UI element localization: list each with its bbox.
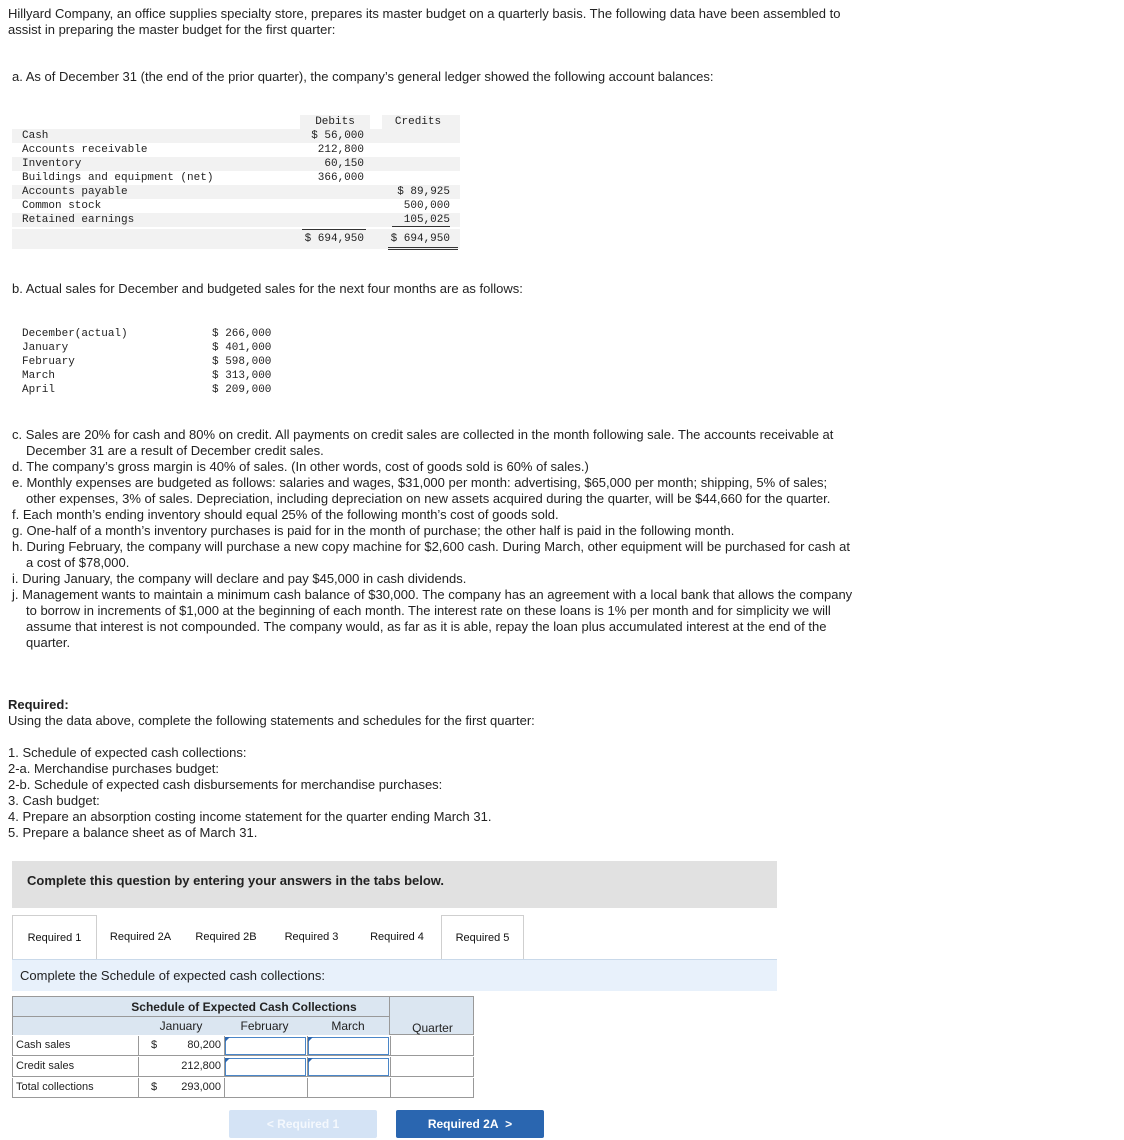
assumption-c: c. Sales are 20% for cash and 80% on credit. All payments on credit sales are collected in the month following sale. The accounts receivable at December 31 are a result of December credit sales. [12,427,834,458]
col-february: February [240,1019,289,1033]
tab-required-4[interactable]: Required 4 [370,931,424,943]
dollar-sign: $ [151,1081,158,1093]
tab-required-1[interactable]: Required 1 [12,915,97,959]
sales-row [12,341,282,355]
ledger-total-debit: $ 694,950 [304,233,364,245]
ledger-row [12,171,460,185]
prev-button-label: Required 1 [277,1117,340,1131]
ledger-credit: $ 89,925 [397,186,450,198]
tab-required-5[interactable]: Required 5 [441,915,524,959]
sales-row [12,355,282,369]
required-item: 2-b. Schedule of expected cash disbursements for merchandise purchases: [8,777,443,792]
ledger-debit: 60,150 [324,158,364,170]
instruction-strip [12,959,777,991]
assumption-i: i. During January, the company will declare and pay $45,000 in cash dividends. [12,571,467,586]
ledger-debit: 212,800 [317,144,364,156]
instruction-text: Complete the Schedule of expected cash collections: [20,968,325,983]
required-list [8,745,491,841]
assumption-g: g. One-half of a month’s inventory purchases is paid for in the month of purchase; the other half is paid in the following month. [12,523,735,538]
sales-value: $ 313,000 [212,370,272,382]
section-a-text: a. As of December 31 (the end of the prior quarter), the company’s general ledger showed the following account balances: [12,69,714,84]
sales-value: $ 598,000 [212,356,272,368]
ledger-row [12,213,460,227]
next-button-label: Required 2A [427,1117,499,1131]
col-quarter-header [389,996,474,1035]
col-quarter: Quarter [412,1021,453,1035]
ledger-row [12,199,460,213]
assumption-d: d. The company’s gross margin is 40% of sales. (In other words, cost of goods sold is 60% of sales.) [12,459,589,474]
ledger-account: Common stock [22,200,102,212]
tab-required-2b[interactable]: Required 2B [195,931,257,943]
january-value: 80,200 [187,1039,221,1051]
ledger-credit: 500,000 [403,200,450,212]
sales-row [12,327,282,341]
ledger-row [12,185,460,199]
chevron-right-icon: > [498,1117,513,1131]
required-item: 5. Prepare a balance sheet as of March 31. [8,825,258,840]
february-cash-sales-input[interactable] [225,1037,306,1055]
row-label: Credit sales [16,1060,75,1072]
ledger-account: Accounts payable [22,186,128,198]
ledger-row [12,143,460,157]
next-button[interactable] [396,1110,544,1138]
intro-paragraph: Hillyard Company, an office supplies specialty store, prepares its master budget on a quarterly basis. The following data have been assembled to assist in preparing the master budget for the first quarter: [8,6,841,37]
col-january: January [159,1019,203,1033]
sales-value: $ 401,000 [212,342,272,354]
ledger-account: Accounts receivable [22,144,148,156]
ledger-table [12,115,460,249]
tab-required-3[interactable]: Required 3 [284,931,339,943]
ledger-account: Retained earnings [22,214,135,226]
dollar-sign: $ [151,1039,158,1051]
sales-month: January [22,342,69,354]
instruction-banner [12,861,777,908]
sales-table [12,327,282,397]
ledger-header [12,115,460,129]
banner-text: Complete this question by entering your answers in the tabs below. [27,873,445,888]
sales-value: $ 209,000 [212,384,272,396]
table-row [12,1057,474,1077]
table-row [12,1078,474,1098]
ledger-row [12,129,460,143]
ledger-account: Cash [22,130,49,142]
sales-row [12,383,282,397]
sales-month: December(actual) [22,328,128,340]
sales-month: February [22,356,75,368]
required-item: 2-a. Merchandise purchases budget: [8,761,220,776]
ledger-debit: $ 56,000 [311,130,364,142]
march-cash-sales-input[interactable] [308,1037,389,1055]
sales-month: March [22,370,56,382]
row-label: Total collections [16,1081,94,1093]
credits-header: Credits [394,116,442,128]
ledger-total-row [12,229,460,249]
february-credit-sales-input[interactable] [225,1058,306,1076]
sales-row [12,369,282,383]
section-b-text: b. Actual sales for December and budgeted sales for the next four months are as follows: [12,281,523,296]
table-row [12,1036,474,1056]
tab-required-2a[interactable]: Required 2A [109,931,172,943]
assumption-j: j. Management wants to maintain a minimum cash balance of $30,000. The company has an agreement with a local bank that allows the company to borrow in increments of $1,000 at the beginning of each month. The interest rate on these loans is 1% per month and for simplicity we will assume that interest is not compounded. The company would, as far as it is able, repay the loan plus accumulated interest at the end of the quarter. [12,587,853,650]
ledger-debit: 366,000 [317,172,364,184]
required-section [8,697,535,729]
sales-value: $ 266,000 [212,328,272,340]
debits-header: Debits [315,116,355,128]
chevron-left-icon: < [266,1117,278,1131]
assumption-h: h. During February, the company will purchase a new copy machine for $2,600 cash. During March, other equipment will be purchased for cash at a cost of $78,000. [12,539,850,570]
required-item: 4. Prepare an absorption costing income statement for the quarter ending March 31. [8,809,492,824]
col-march: March [331,1019,365,1033]
assumptions-list [8,427,853,651]
january-value: 293,000 [181,1081,221,1093]
ledger-account: Inventory [22,158,82,170]
assumption-e: e. Monthly expenses are budgeted as follows: salaries and wages, $31,000 per month: advertising, $65,000 per month; shipping, 5% of sales; other expenses, 3% of sales. Depreciation, including depreciation on new assets acquired during the quarter, will be $44,660 for the quarter. [12,475,831,506]
ledger-credit: 105,025 [403,214,450,226]
ledger-row [12,157,460,171]
prev-button[interactable] [229,1110,377,1138]
required-title: Required: [8,697,69,712]
march-credit-sales-input[interactable] [308,1058,389,1076]
required-item: 3. Cash budget: [8,793,100,808]
sales-month: April [22,384,56,396]
assumption-f: f. Each month’s ending inventory should equal 25% of the following month’s cost of goods sold. [12,507,559,522]
ledger-account: Buildings and equipment (net) [22,172,214,184]
ledger-total-credit: $ 694,950 [390,233,450,245]
required-text: Using the data above, complete the following statements and schedules for the first quarter: [8,713,535,728]
row-label: Cash sales [16,1039,71,1051]
required-item: 1. Schedule of expected cash collections: [8,745,247,760]
january-value: 212,800 [181,1060,221,1072]
schedule-title: Schedule of Expected Cash Collections [131,1000,357,1014]
